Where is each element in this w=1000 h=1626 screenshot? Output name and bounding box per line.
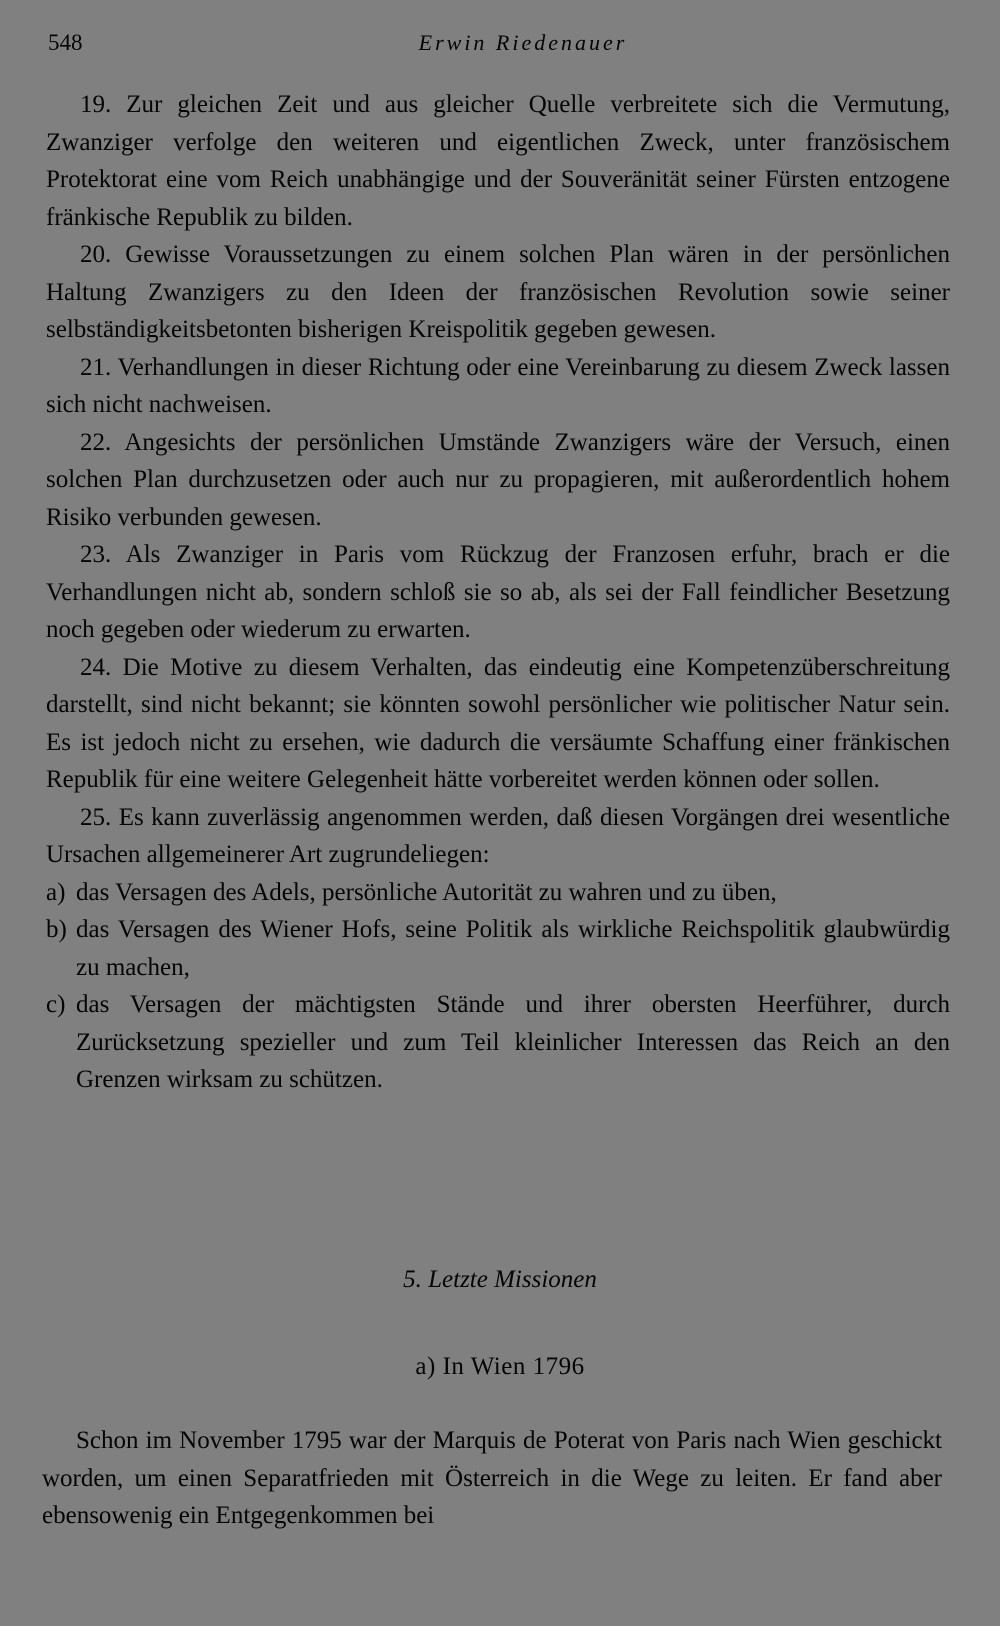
paragraph-24: 24. Die Motive zu diesem Verhalten, das eindeutig eine Kompetenzüberschreitung darstellt, sind nicht bekannt; sie könnten sowohl persönlicher wie politischer Natur sein. Es ist jedoch nicht zu ersehen, wie dadurch die versäumte Schaffung einer fränkischen Republik für eine weitere Gelegenheit hätte vorbereitet werden können oder sollen. (46, 653, 950, 793)
paragraph-20: 20. Gewisse Voraussetzungen zu einem solchen Plan wären in der persönlichen Haltung Zwanzigers zu den Ideen der französischen Revolution sowie seiner selbständigkeitsbetonten bisherigen Kreispolitik gegeben gewesen. (46, 241, 950, 343)
list-item-c (46, 986, 950, 1099)
numbered-conclusions (46, 86, 950, 1099)
paragraph-25: 25. Es kann zuverlässig angenommen werden, daß diesen Vorgängen drei wesentliche Ursachen allgemeinerer Art zugrundeliegen: (46, 803, 950, 868)
subsection-heading: a) In Wien 1796 (415, 1353, 585, 1380)
list-marker: c) (46, 991, 66, 1018)
paragraph-21: 21. Verhandlungen in dieser Richtung oder eine Vereinbarung zu diesem Zweck lassen sich nicht nachweisen. (46, 353, 950, 418)
list-marker: b) (46, 916, 67, 943)
list-item-text: das Versagen des Adels, persönliche Autorität zu wahren und zu üben, (76, 878, 777, 906)
paragraph-19: 19. Zur gleichen Zeit und aus gleicher Quelle verbreitete sich die Vermutung, Zwanziger verfolge den weiteren und eigentlichen Zweck, unter französischem Protektorat eine vom Reich unabhängige und der Souveränität seiner Fürsten entzogene fränkische Republik zu bilden. (46, 91, 950, 231)
closing-text-block (42, 1422, 942, 1535)
list-item-text: das Versagen der mächtigsten Stände und ihrer obersten Heerführer, durch Zurücksetzung spezieller und zum Teil kleinlicher Interessen das Reich an den Grenzen wirksam zu schützen. (76, 991, 950, 1093)
closing-paragraph: Schon im November 1795 war der Marquis de Poterat von Paris nach Wien geschickt worden, um einen Separatfrieden mit Österreich in die Wege zu leiten. Er fand aber ebensowenig ein Entgegenkommen bei (42, 1427, 942, 1529)
running-head (48, 30, 940, 66)
list-marker: a) (46, 878, 66, 906)
list-item-text: das Versagen des Wiener Hofs, seine Politik als wirkliche Reichspolitik glaubwürdig zu machen, (76, 916, 950, 981)
paragraph-22: 22. Angesichts der persönlichen Umstände Zwanzigers wäre der Versuch, einen solchen Plan durchzusetzen oder auch nur zu propagieren, mit außerordentlich hohem Risiko verbunden gewesen. (46, 428, 950, 531)
page-number: 548 (48, 30, 83, 55)
list-item-b (46, 911, 950, 986)
section-heading: 5. Letzte Missionen (403, 1266, 597, 1293)
list-item-a (46, 874, 950, 912)
running-title: Erwin Riedenauer (418, 30, 628, 55)
paragraph-23: 23. Als Zwanziger in Paris vom Rückzug der Franzosen erfuhr, brach er die Verhandlungen nicht ab, sondern schloß sie so ab, als sei der Fall feindlicher Besetzung noch gegeben oder wiederum zu erwarten. (46, 541, 950, 643)
